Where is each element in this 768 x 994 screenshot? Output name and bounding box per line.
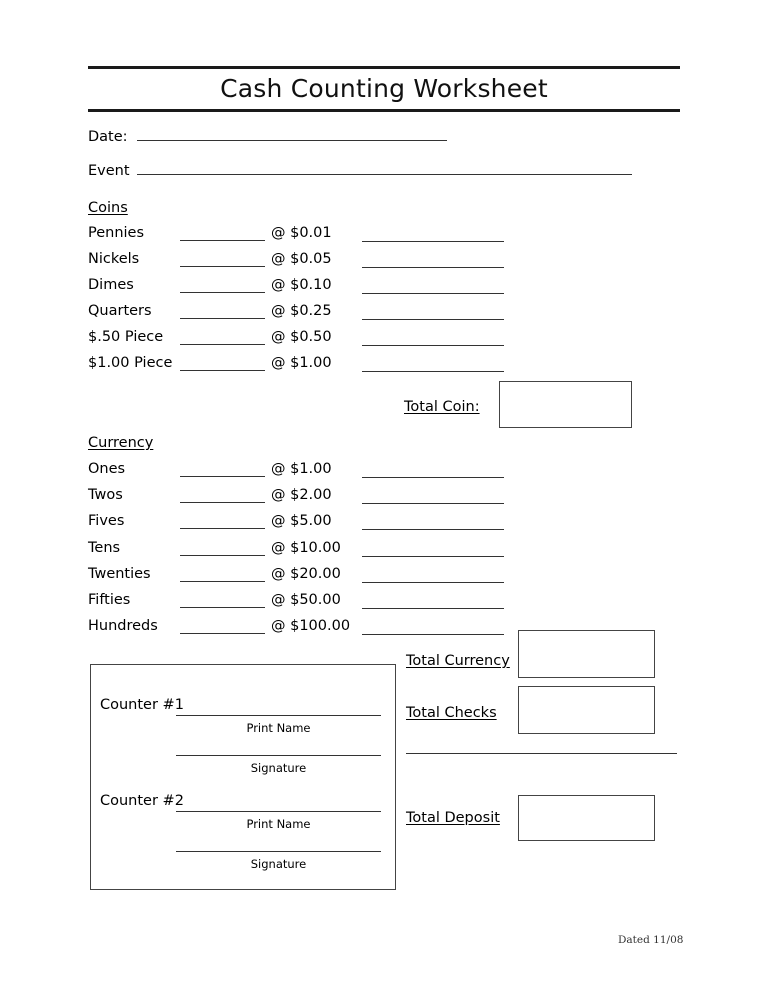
currency-row-fifties [88,592,518,618]
coin-rate: @ $0.50 [271,329,332,345]
coin-amount-line[interactable] [362,293,504,294]
counter-1-label: Counter #1 [100,697,184,713]
coin-row-pennies [88,225,518,251]
currency-label: Hundreds [88,618,158,634]
currency-quantity-line[interactable] [180,607,265,608]
counter-signature-panel [90,664,396,890]
currency-row-tens [88,540,518,566]
currency-quantity-line[interactable] [180,581,265,582]
counter-1-signature-line[interactable] [176,755,381,756]
total-deposit-label: Total Deposit [406,810,500,826]
currency-rate: @ $2.00 [271,487,332,503]
coin-label: Pennies [88,225,145,241]
coin-rate: @ $0.10 [271,277,332,293]
currency-rate: @ $20.00 [271,566,341,582]
currency-rate: @ $100.00 [271,618,351,634]
date-field-row [88,129,447,145]
currency-row-fives [88,513,518,539]
currency-amount-line[interactable] [362,529,504,530]
coin-row-dimes [88,277,518,303]
currency-row-twos [88,487,518,513]
counter-1-print-name-caption: Print Name [246,721,311,735]
date-input-line[interactable] [137,140,447,141]
currency-amount-line[interactable] [362,477,504,478]
event-field-label: Event [88,163,130,179]
currency-rate: @ $5.00 [271,513,332,529]
currency-rate: @ $50.00 [271,592,341,608]
currency-amount-line[interactable] [362,582,504,583]
total-coin-label: Total Coin: [404,399,480,415]
document-title-block [88,66,680,112]
counter-2-label: Counter #2 [100,793,184,809]
coin-row-half-dollar [88,329,518,355]
coin-row-nickels [88,251,518,277]
coin-row-quarters [88,303,518,329]
currency-amount-line[interactable] [362,503,504,504]
title-rule-bottom [88,109,680,112]
currency-label: Fifties [88,592,131,608]
currency-amount-line[interactable] [362,608,504,609]
counter-1-print-name-line[interactable] [176,715,381,716]
coin-quantity-line[interactable] [180,292,265,293]
coin-amount-line[interactable] [362,319,504,320]
footer-dated-note: Dated 11/08 [618,934,684,946]
coin-quantity-line[interactable] [180,370,265,371]
total-currency-label: Total Currency [406,653,510,669]
coin-quantity-line[interactable] [180,318,265,319]
currency-quantity-line[interactable] [180,633,265,634]
coin-rate: @ $0.05 [271,251,332,267]
currency-label: Twos [88,487,123,503]
counter-2-signature-line[interactable] [176,851,381,852]
currency-label: Twenties [88,566,151,582]
currency-quantity-line[interactable] [180,555,265,556]
coins-section-heading: Coins [88,200,128,216]
coin-rate: @ $1.00 [271,355,332,371]
counter-1-signature-caption: Signature [250,761,307,775]
coin-quantity-line[interactable] [180,266,265,267]
coin-amount-line[interactable] [362,371,504,372]
currency-row-twenties [88,566,518,592]
currency-row-ones [88,461,518,487]
total-checks-box[interactable] [518,686,655,734]
currency-quantity-line[interactable] [180,528,265,529]
currency-quantity-line[interactable] [180,502,265,503]
coin-label: Quarters [88,303,152,319]
coin-rate: @ $0.01 [271,225,332,241]
coin-label: $1.00 Piece [88,355,173,371]
coin-label: Dimes [88,277,134,293]
coin-quantity-line[interactable] [180,240,265,241]
counter-2-print-name-line[interactable] [176,811,381,812]
coin-row-dollar-coin [88,355,518,381]
coin-quantity-line[interactable] [180,344,265,345]
currency-label: Fives [88,513,125,529]
total-deposit-box[interactable] [518,795,655,841]
total-coin-box[interactable] [499,381,632,428]
coin-rate: @ $0.25 [271,303,332,319]
event-field-row [88,163,632,179]
coin-amount-line[interactable] [362,345,504,346]
currency-quantity-line[interactable] [180,476,265,477]
coin-amount-line[interactable] [362,241,504,242]
total-currency-box[interactable] [518,630,655,678]
currency-row-hundreds [88,618,518,644]
coin-label: $.50 Piece [88,329,164,345]
coin-label: Nickels [88,251,140,267]
totals-divider-rule [406,753,677,754]
currency-label: Ones [88,461,126,477]
event-input-line[interactable] [137,174,632,175]
currency-rate: @ $10.00 [271,540,341,556]
currency-rate: @ $1.00 [271,461,332,477]
date-field-label: Date: [88,129,128,145]
currency-amount-line[interactable] [362,556,504,557]
total-checks-label: Total Checks [406,705,497,721]
currency-section-heading: Currency [88,435,154,451]
page-title: Cash Counting Worksheet [220,74,548,103]
coin-amount-line[interactable] [362,267,504,268]
currency-amount-line[interactable] [362,634,504,635]
currency-label: Tens [88,540,121,556]
counter-2-print-name-caption: Print Name [246,817,311,831]
counter-2-signature-caption: Signature [250,857,307,871]
